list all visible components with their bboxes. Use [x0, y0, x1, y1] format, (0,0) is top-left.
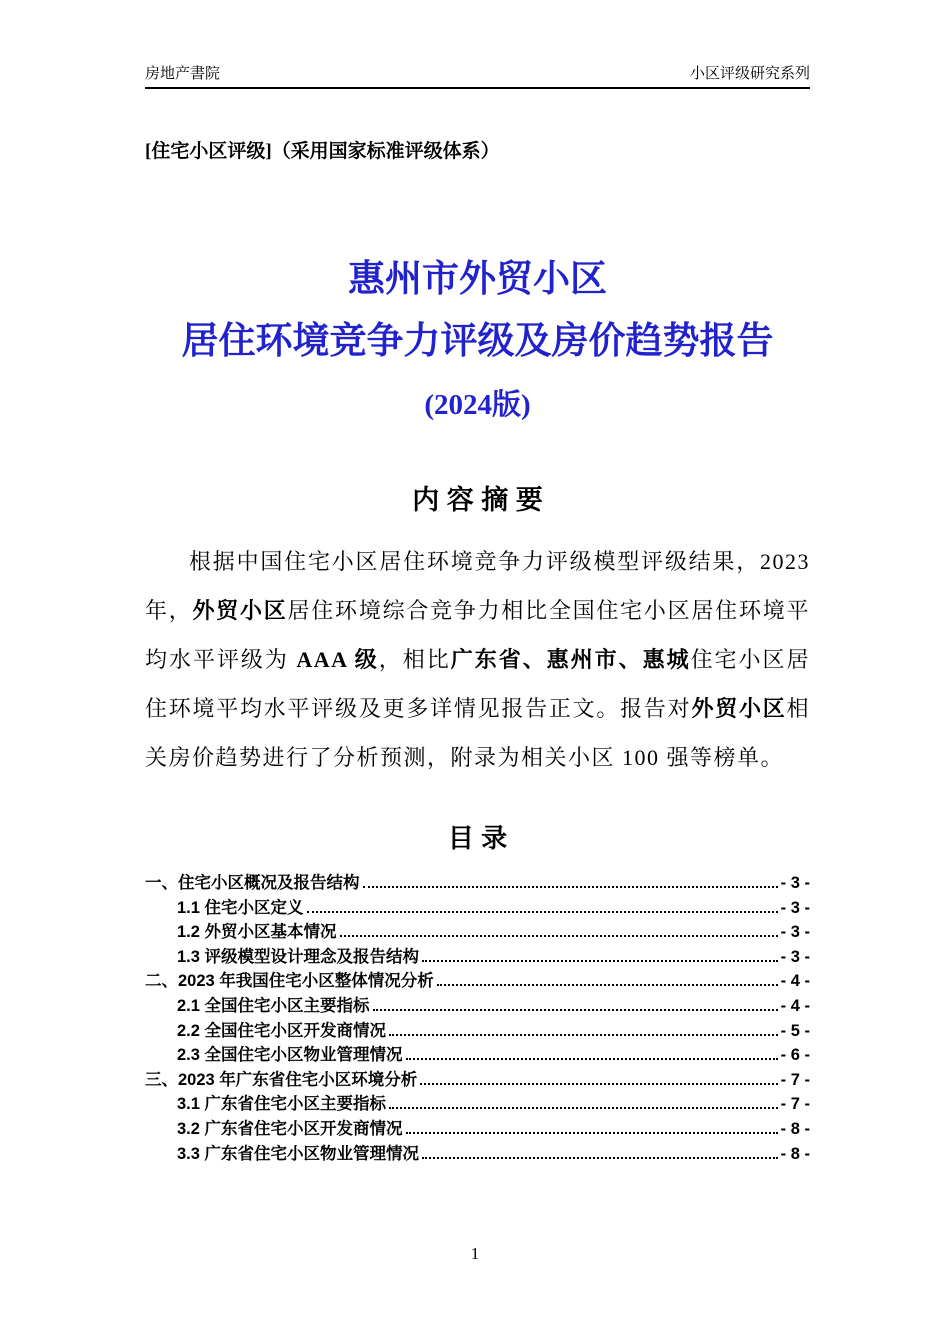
- toc-item[interactable]: [145, 1017, 810, 1042]
- abstract-bold-segment: 外贸小区: [691, 696, 787, 721]
- toc-item-label: 1.2 外贸小区基本情况: [177, 923, 337, 942]
- abstract-bold-segment: 外贸小区: [192, 598, 288, 623]
- toc-item[interactable]: [145, 967, 810, 992]
- toc-item-page-number: - 4 -: [780, 972, 810, 991]
- toc-item[interactable]: [145, 894, 810, 919]
- toc-dotted-leader: [422, 1157, 778, 1159]
- abstract-bold-segment: 广东省、惠州市、惠城: [450, 647, 691, 672]
- toc-item-label: 1.1 住宅小区定义: [177, 898, 304, 917]
- abstract-segment: 居住环境综合竞争力相比全国住宅小区居住环境平均水平评级为: [145, 598, 810, 672]
- toc-item-label: 二、2023 年我国住宅小区整体情况分析: [145, 972, 434, 991]
- rating-system-subtitle: [住宅小区评级]（采用国家标准评级体系）: [145, 141, 500, 162]
- toc-dotted-leader: [373, 1009, 778, 1011]
- toc-heading: 目 录: [447, 823, 508, 853]
- toc-item-page-number: - 8 -: [780, 1144, 810, 1163]
- abstract-segment: 住宅小区居住环境平均水平评级及更多详情见报告正文。报告对: [145, 647, 810, 721]
- report-title-line2: 居住环境竞争力评级及房价趋势报告: [181, 321, 774, 362]
- toc-item-page-number: - 3 -: [780, 874, 810, 892]
- toc-item-page-number: - 4 -: [780, 996, 810, 1015]
- toc-item-label: 3.3 广东省住宅小区物业管理情况: [177, 1144, 420, 1163]
- toc-dotted-leader: [363, 886, 778, 888]
- toc-item-page-number: - 3 -: [780, 947, 810, 966]
- header-rule: [145, 87, 810, 89]
- toc-item-label: 3.2 广东省住宅小区开发商情况: [177, 1119, 403, 1138]
- toc-item-label: 三、2023 年广东省住宅小区环境分析: [145, 1070, 418, 1089]
- report-title-line1: 惠州市外贸小区: [348, 259, 607, 300]
- toc-item[interactable]: [145, 1140, 810, 1165]
- header-right-text: 小区评级研究系列: [689, 65, 810, 82]
- report-title-edition: (2024版): [424, 389, 531, 421]
- abstract-bold-segment: AAA 级: [296, 647, 379, 672]
- toc-item-label: 一、住宅小区概况及报告结构: [145, 874, 360, 892]
- toc-item[interactable]: [145, 1115, 810, 1140]
- toc-item-page-number: - 6 -: [780, 1046, 810, 1065]
- toc-dotted-leader: [389, 1107, 778, 1109]
- toc-dotted-leader: [340, 935, 778, 937]
- toc-item-page-number: - 7 -: [780, 1095, 810, 1114]
- toc-dotted-leader: [307, 911, 778, 913]
- toc-dotted-leader: [420, 1083, 777, 1085]
- abstract-heading: 内 容 摘 要: [412, 485, 543, 515]
- toc-dotted-leader: [406, 1132, 778, 1134]
- toc-item-page-number: - 5 -: [780, 1021, 810, 1040]
- toc-dotted-leader: [422, 960, 778, 962]
- header-left-text: 房地产書院: [145, 65, 221, 82]
- toc-item-label: 1.3 评级模型设计理念及报告结构: [177, 947, 420, 966]
- toc-item[interactable]: [145, 992, 810, 1017]
- abstract-paragraph: [145, 537, 810, 782]
- abstract-segment: 相关房价趋势进行了分析预测，附录为相关小区 100 强等榜单。: [145, 696, 810, 770]
- toc-item[interactable]: [145, 869, 810, 894]
- toc-item-label: 2.2 全国住宅小区开发商情况: [177, 1021, 387, 1040]
- toc-item[interactable]: [145, 918, 810, 943]
- toc-item[interactable]: [145, 1066, 810, 1091]
- toc-dotted-leader: [437, 984, 778, 986]
- toc-item[interactable]: [145, 1041, 810, 1066]
- toc-item-page-number: - 3 -: [780, 923, 810, 942]
- toc-item-page-number: - 3 -: [780, 898, 810, 917]
- report-title-block: [145, 258, 810, 423]
- table-of-contents: [145, 869, 810, 1164]
- toc-item[interactable]: [145, 943, 810, 968]
- toc-dotted-leader: [406, 1058, 778, 1060]
- toc-item-label: 2.1 全国住宅小区主要指标: [177, 996, 370, 1015]
- toc-item[interactable]: [145, 1090, 810, 1115]
- toc-item-label: 3.1 广东省住宅小区主要指标: [177, 1095, 387, 1114]
- toc-item-label: 2.3 全国住宅小区物业管理情况: [177, 1046, 403, 1065]
- abstract-segment: ，相比: [378, 647, 451, 672]
- abstract-segment: 根据中国住宅小区居住环境竞争力评级模型评级结果，2023 年，: [145, 549, 810, 623]
- page-number: 1: [470, 1244, 480, 1263]
- running-header: [145, 64, 810, 89]
- page-footer: [0, 1244, 950, 1264]
- toc-item-page-number: - 7 -: [780, 1070, 810, 1089]
- toc-item-page-number: - 8 -: [780, 1119, 810, 1138]
- toc-dotted-leader: [389, 1034, 778, 1036]
